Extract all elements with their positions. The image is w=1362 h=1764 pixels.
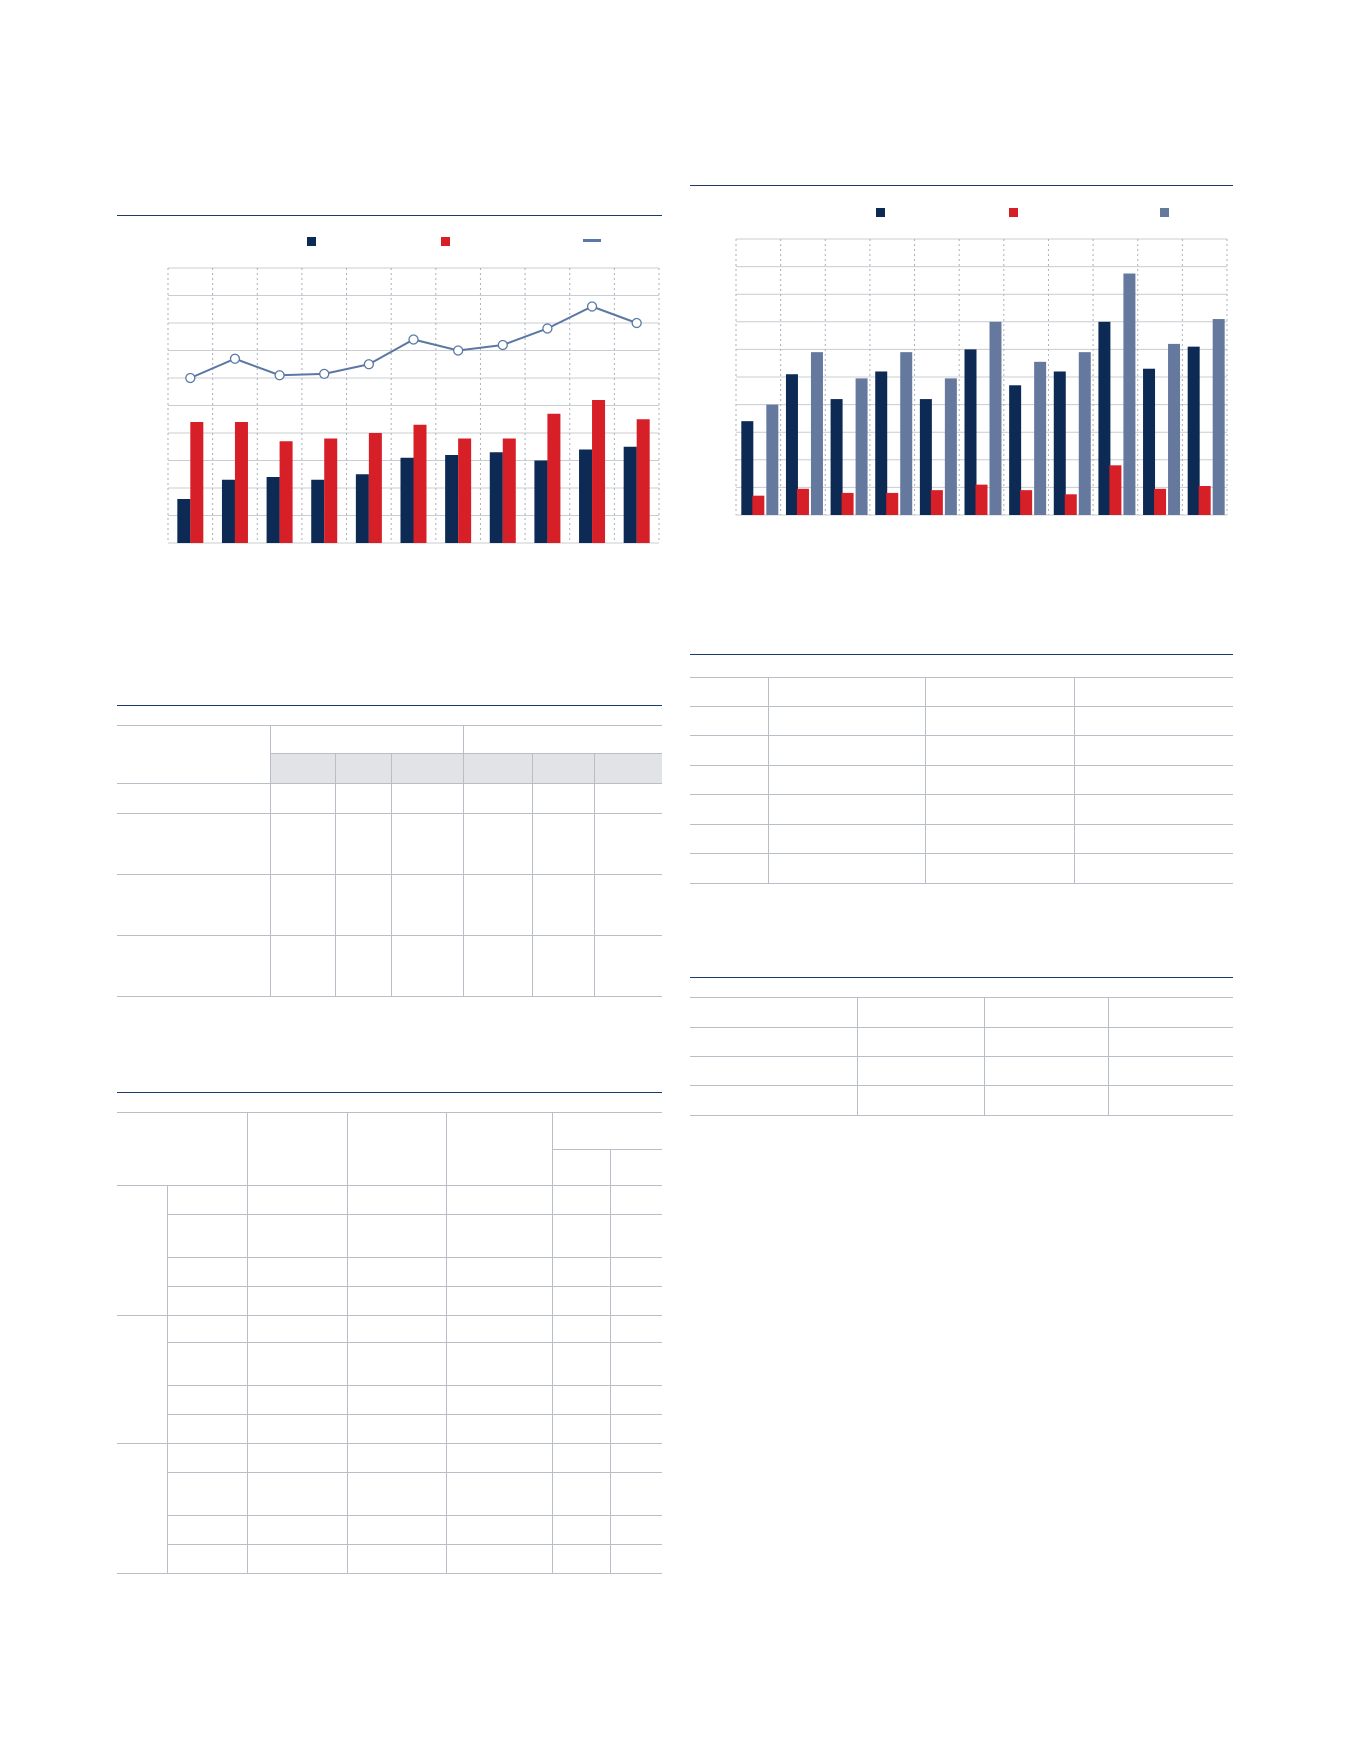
- table4-header-rule: [690, 977, 1233, 978]
- table-row: [117, 1258, 662, 1287]
- bar-s3-9: [1123, 274, 1135, 516]
- bar-s3-4: [900, 352, 912, 515]
- table-row: [690, 854, 1233, 884]
- table1-subheader-cell: [594, 754, 662, 784]
- bar-s3-3: [856, 378, 868, 515]
- bar-s2-8: [1065, 494, 1077, 515]
- table-row: [117, 784, 662, 814]
- bar-s1-9: [1098, 322, 1110, 515]
- bar-s3-10: [1168, 344, 1180, 515]
- table-row: [690, 795, 1233, 825]
- bar-s2-5: [931, 490, 943, 515]
- legend-marker-1: [876, 208, 885, 217]
- bar-s2-1: [752, 496, 764, 515]
- bar-s2-10: [1154, 489, 1166, 515]
- legend-marker-3: [1160, 208, 1169, 217]
- table1-subheader-cell: [532, 754, 594, 784]
- table-row: [117, 1516, 662, 1545]
- bar-s1-6: [965, 349, 977, 515]
- table-row: [690, 766, 1233, 795]
- table-row: [117, 936, 662, 997]
- table2-header-rule: [117, 1092, 662, 1093]
- table-row: [117, 1186, 662, 1215]
- bar-s1-5: [920, 399, 932, 515]
- bar-s2-3: [842, 493, 854, 515]
- table-row: [690, 1028, 1233, 1057]
- bar-s1-10: [1143, 369, 1155, 515]
- chart2-grouped-bar: [0, 0, 1362, 560]
- table2-group-cell: [117, 1316, 167, 1444]
- table-row: [690, 825, 1233, 854]
- table-row: [690, 736, 1233, 766]
- table1-header-row: [117, 726, 662, 754]
- table-row: [690, 1057, 1233, 1086]
- bar-s2-9: [1109, 465, 1121, 515]
- table4-header-row: [690, 998, 1233, 1028]
- bar-s2-4: [886, 493, 898, 515]
- bar-s1-3: [831, 399, 843, 515]
- bar-s3-8: [1079, 352, 1091, 515]
- bar-s1-1: [741, 421, 753, 515]
- table1-header-rule: [117, 705, 662, 706]
- legend-marker-2: [1009, 208, 1018, 217]
- bar-s1-2: [786, 374, 798, 515]
- table3: [690, 677, 1233, 884]
- table-row: [117, 1316, 662, 1343]
- bar-s3-1: [766, 405, 778, 515]
- table3-header-rule: [690, 654, 1233, 655]
- table-row: [117, 1343, 662, 1386]
- table-row: [117, 1215, 662, 1258]
- table-row: [117, 1444, 662, 1473]
- bar-s3-11: [1213, 319, 1225, 515]
- table2: [117, 1112, 662, 1574]
- table1-group-header: [270, 726, 463, 754]
- table1-subheader-cell: [270, 754, 335, 784]
- table-row: [117, 1287, 662, 1316]
- table1: [117, 725, 662, 997]
- table2-group-cell: [117, 1186, 167, 1316]
- table-row: [117, 1386, 662, 1415]
- bar-s1-4: [875, 371, 887, 515]
- bar-s3-5: [945, 378, 957, 515]
- table-row: [690, 707, 1233, 736]
- bar-s1-7: [1009, 385, 1021, 515]
- table4: [690, 997, 1233, 1116]
- bar-s2-2: [797, 489, 809, 515]
- table-row: [117, 1545, 662, 1574]
- table1-subheader-cell: [463, 754, 532, 784]
- table2-group-cell: [117, 1444, 167, 1574]
- table2-header-row: [117, 1113, 662, 1150]
- bar-s2-7: [1020, 490, 1032, 515]
- table1-corner-cell: [117, 726, 270, 784]
- bar-s2-6: [976, 485, 988, 515]
- table-row: [117, 814, 662, 875]
- table-row: [117, 875, 662, 936]
- bar-s3-7: [1034, 362, 1046, 515]
- bar-s3-6: [990, 322, 1002, 515]
- table3-header-row: [690, 678, 1233, 707]
- bar-s1-8: [1054, 371, 1066, 515]
- table-row: [117, 1473, 662, 1516]
- bar-s1-11: [1188, 347, 1200, 515]
- table1-subheader-cell: [391, 754, 463, 784]
- bar-s3-2: [811, 352, 823, 515]
- table-row: [117, 1415, 662, 1444]
- table1-subheader-cell: [335, 754, 391, 784]
- table-row: [690, 1086, 1233, 1116]
- table1-group-header: [463, 726, 662, 754]
- bar-s2-11: [1199, 486, 1211, 515]
